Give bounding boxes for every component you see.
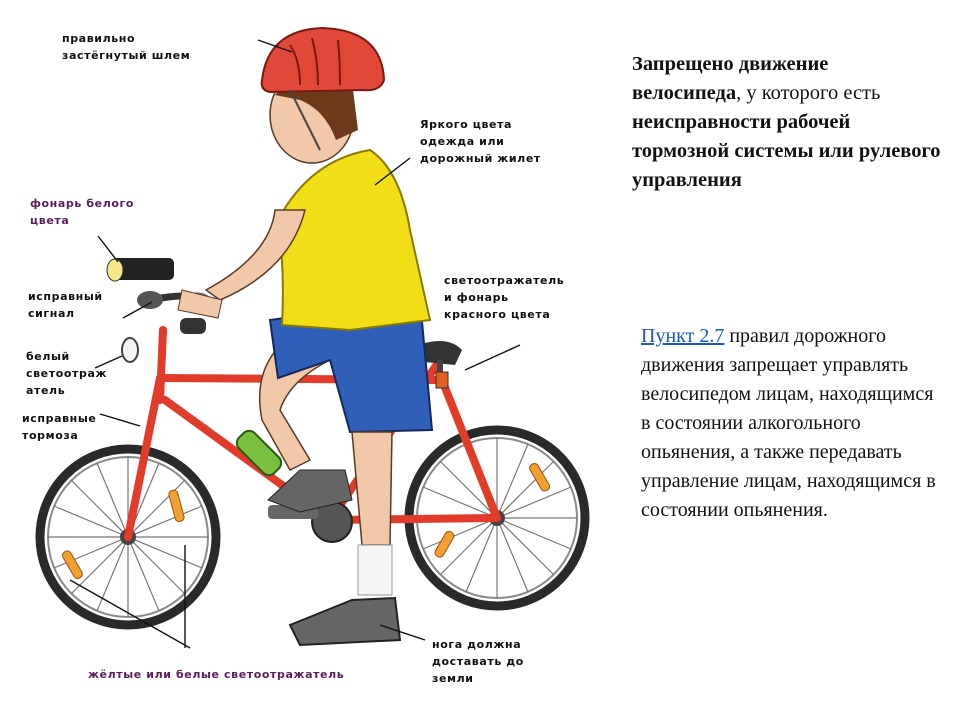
label-line: атель <box>26 384 66 397</box>
rule-link[interactable]: Пункт 2.7 <box>641 325 725 347</box>
label-line: доставать до <box>432 655 524 668</box>
label-line: дорожный жилет <box>420 152 541 165</box>
label-line: нога должна <box>432 638 522 651</box>
rule-body: правил дорожного движения запрещает управлять велосипедом лицам, находящимся в состоянии алкогольного опьянения, а также передавать управление лицам, находящимся в состоянии опьянения. <box>641 325 936 521</box>
label-front-reflector <box>26 348 107 399</box>
label-clothing <box>420 116 541 167</box>
front-reflector <box>122 338 138 362</box>
label-line: земли <box>432 672 474 685</box>
rear-light <box>436 372 448 388</box>
rear-wheel-reflector <box>528 462 551 492</box>
label-line: застёгнутый шлем <box>62 49 191 62</box>
label-line: светоотражатель <box>444 274 565 287</box>
warning-normal: , у которого есть <box>736 82 881 104</box>
label-line: фонарь белого <box>30 197 135 210</box>
label-front-light <box>30 195 134 229</box>
warning-bold-start: Запрещено движение велосипеда <box>632 53 829 104</box>
shirt <box>278 150 430 330</box>
bell <box>137 291 163 309</box>
label-helmet <box>62 30 190 64</box>
label-wheel-reflectors <box>88 666 344 683</box>
front-wheel-reflector <box>168 489 185 522</box>
label-line: жёлтые или белые светоотражатель <box>88 668 345 681</box>
shoe <box>290 598 400 645</box>
label-line: исправный <box>28 290 103 303</box>
warning-bold-end: неисправности рабочей тормозной системы или рулевого управления <box>632 111 941 191</box>
label-line: правильно <box>62 32 136 45</box>
rule-text <box>641 322 941 525</box>
label-brakes <box>22 410 97 444</box>
label-foot <box>432 636 524 687</box>
label-line: Яркого цвета <box>420 118 513 131</box>
label-line: тормоза <box>22 429 79 442</box>
label-rear-light <box>444 272 564 323</box>
label-line: красного цвета <box>444 308 551 321</box>
label-line: сигнал <box>28 307 75 320</box>
label-line: светоотраж <box>26 367 108 380</box>
label-line: исправные <box>22 412 97 425</box>
warning-text <box>632 50 942 195</box>
label-bell <box>28 288 103 322</box>
label-line: одежда или <box>420 135 505 148</box>
label-line: и фонарь <box>444 291 509 304</box>
helmet <box>262 28 384 92</box>
label-line: цвета <box>30 214 70 227</box>
label-line: белый <box>26 350 70 363</box>
